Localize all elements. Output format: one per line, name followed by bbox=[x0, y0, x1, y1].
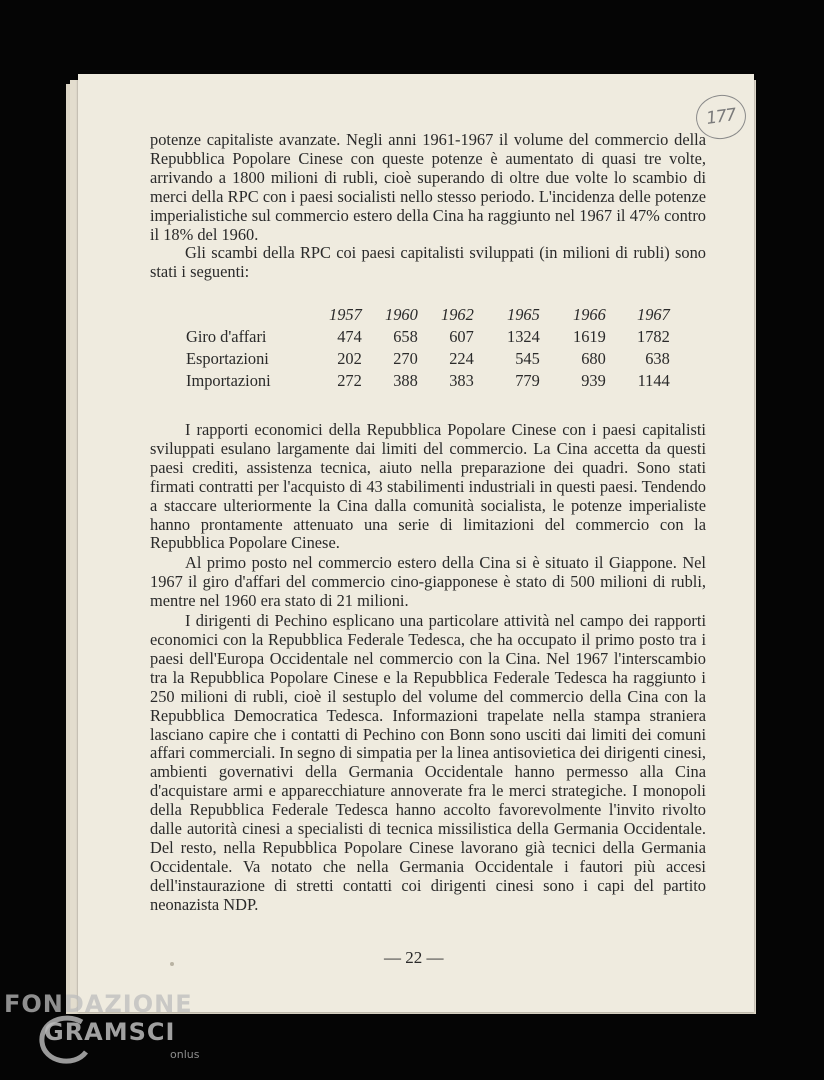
table-cell: 680 bbox=[581, 349, 606, 368]
paragraph: I rapporti economici della Repubblica Popolare Cinese con i paesi capitalisti sviluppati esulano largamente dai limiti del commercio. La Cina accetta da questi paesi crediti, assistenza tecnica, aiuto nella preparazione dei quadri. Sono stati firmati contratti per l'acquisto di 43 stabilimenti industriali in questi paesi. Tendendo a staccare ulteriormente la Cina dalla comunità socialista, le potenze imperialiste hanno prontamente attenuato una serie di limitazioni del commercio con la Repubblica Popolare Cinese. bbox=[150, 420, 706, 553]
intro-paragraph-2: Gli scambi della RPC coi paesi capitalisti sviluppati (in milioni di rubli) sono stati i seguenti: bbox=[150, 243, 706, 282]
table-cell: 638 bbox=[645, 349, 670, 368]
body-text bbox=[150, 421, 706, 916]
table-header-row bbox=[186, 304, 670, 326]
table-cell: 224 bbox=[449, 349, 474, 368]
table-cell: 658 bbox=[393, 327, 418, 346]
watermark-line-2: GRAMSCI bbox=[44, 1018, 176, 1046]
table-row bbox=[186, 348, 670, 370]
table-cell: 474 bbox=[337, 327, 362, 346]
year-header: 1957 bbox=[329, 305, 362, 324]
table-cell: 1782 bbox=[637, 327, 670, 346]
table-cell: 270 bbox=[393, 349, 418, 368]
year-header: 1962 bbox=[441, 305, 474, 324]
table-cell: 1619 bbox=[573, 327, 606, 346]
intro-text bbox=[150, 131, 706, 282]
table-cell: 1324 bbox=[507, 327, 540, 346]
watermark-line-3: onlus bbox=[170, 1048, 200, 1061]
archive-folio-stamp: 177 bbox=[693, 92, 749, 143]
table-cell: 779 bbox=[515, 371, 540, 390]
table-row bbox=[186, 370, 670, 392]
table-cell: 607 bbox=[449, 327, 474, 346]
paragraph: I dirigenti di Pechino esplicano una particolare attività nel campo dei rapporti economici con la Repubblica Federale Tedesca, che ha occupato il primo posto tra i paesi dell'Europa Occidentale nel commercio con la Cina. Nel 1967 l'interscambio tra la Repubblica Popolare Cinese e la Repubblica Federale Tedesca ha raggiunto i 250 milioni di rubli, cioè il sestuplo del volume del commercio della Cina con la Repubblica Democratica Tedesca. Informazioni trapelate nella stampa straniera lasciano capire che i contatti di Pechino con Bonn sono usciti dai limiti dei comuni affari commerciali. In segno di simpatia per la linea antisovietica dei dirigenti cinesi, ambienti governativi della Germania Occidentale hanno permesso alla Cina d'acquistare armi e apparecchiature annoverate fra le merci strategiche. I monopoli della Repubblica Federale Tedesca hanno accolto favorevolmente l'invito rivolto dalle autorità cinesi a specialisti di tecnica missilistica della Germania Occidentale. Del resto, nella Repubblica Popolare Cinese lavorano già tecnici della Germania Occidentale. Va notato che nella Germania Occidentale i fautori più accesi dell'instaurazione di stretti contatti coi dirigenti cinesi sono i capi del partito neonazista NDP. bbox=[150, 611, 706, 914]
row-label: Importazioni bbox=[186, 371, 271, 390]
table-cell: 202 bbox=[337, 349, 362, 368]
watermark-logo bbox=[4, 990, 200, 1061]
table-cell: 272 bbox=[337, 371, 362, 390]
trade-table bbox=[186, 304, 670, 392]
year-header: 1967 bbox=[637, 305, 670, 324]
year-header: 1965 bbox=[507, 305, 540, 324]
row-label: Esportazioni bbox=[186, 349, 269, 368]
intro-paragraph-1: potenze capitaliste avanzate. Negli anni 1961-1967 il volume del commercio della Repubblica Popolare Cinese con queste potenze è aumentato di quasi tre volte, arrivando a 1800 milioni di rubli, cioè superando di oltre due volte lo scambio di merci della RPC con i paesi socialisti nello stesso periodo. L'incidenza delle potenze imperialistiche sul commercio estero della Cina ha raggiunto nel 1967 il 47% contro il 18% del 1960. bbox=[150, 130, 706, 244]
row-label: Giro d'affari bbox=[186, 327, 267, 346]
table-row bbox=[186, 326, 670, 348]
table-cell: 545 bbox=[515, 349, 540, 368]
year-header: 1966 bbox=[573, 305, 606, 324]
table-cell: 388 bbox=[393, 371, 418, 390]
page-number: — 22 — bbox=[384, 948, 444, 967]
paper-speck bbox=[170, 962, 174, 966]
table-cell: 383 bbox=[449, 371, 474, 390]
table-cell: 1144 bbox=[637, 371, 670, 390]
watermark-line-1: FONDAZIONE bbox=[4, 990, 193, 1018]
year-header: 1960 bbox=[385, 305, 418, 324]
paragraph: Al primo posto nel commercio estero della Cina si è situato il Giappone. Nel 1967 il giro d'affari del commercio cino-giapponese è stato di 500 milioni di rubli, mentre nel 1960 era stato di 21 milioni. bbox=[150, 553, 706, 611]
table-cell: 939 bbox=[581, 371, 606, 390]
